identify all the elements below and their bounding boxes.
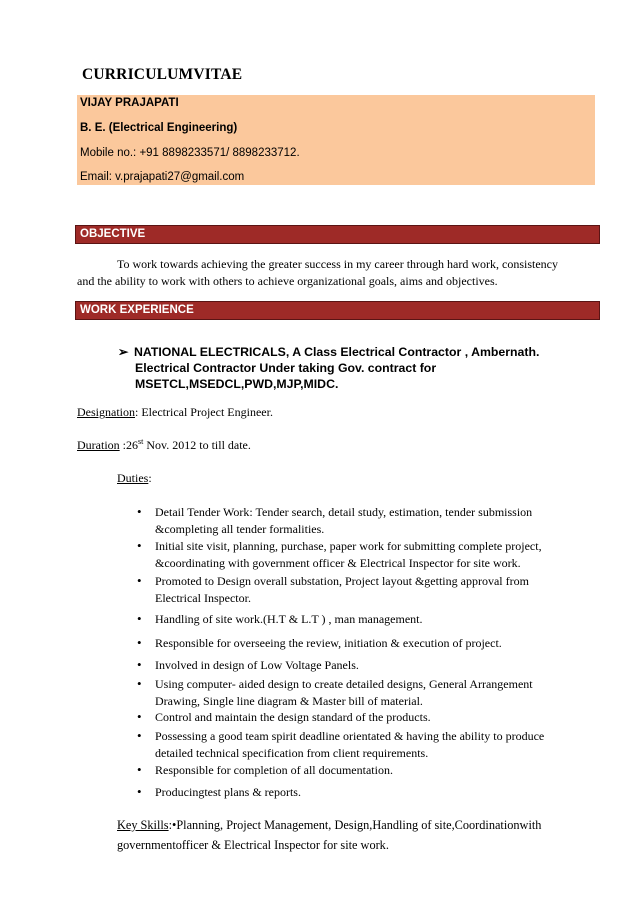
duration-ordinal: st — [138, 437, 144, 446]
contact-header-box — [77, 95, 595, 185]
bullet-icon: • — [137, 676, 142, 691]
company-entry — [118, 344, 539, 392]
duty-line: Possessing a good team spirit deadline orientated & having the ability to produce — [155, 729, 545, 743]
duty-line: Detail Tender Work: Tender search, detail study, estimation, tender submission — [155, 505, 533, 519]
arrow-bullet-icon: ➢ — [118, 345, 129, 359]
work-experience-heading-text: WORK EXPERIENCE — [80, 304, 194, 316]
duty-item — [137, 709, 577, 726]
duty-item — [137, 762, 577, 779]
duty-item — [137, 728, 577, 762]
bullet-icon: • — [137, 635, 142, 650]
duration-label: Duration — [77, 438, 120, 452]
bullet-icon: • — [137, 504, 142, 519]
company-line-2: Electrical Contractor Under taking Gov. contract for — [135, 361, 437, 375]
duty-item — [137, 635, 577, 652]
duty-item — [137, 676, 577, 710]
duty-item — [137, 784, 577, 801]
company-line-1: NATIONAL ELECTRICALS, A Class Electrical Contractor , Ambernath. — [134, 345, 540, 359]
duty-line: Drawing, Single line diagram & Master bill of material. — [155, 694, 423, 708]
key-skills-line-1 — [117, 817, 541, 834]
duty-line: Initial site visit, planning, purchase, paper work for submitting complete project, — [155, 539, 542, 553]
duty-item — [137, 538, 577, 572]
key-skills-bullet-icon: • — [172, 818, 177, 832]
duty-line: Promoted to Design overall substation, Project layout &getting approval from — [155, 574, 529, 588]
duty-item — [137, 573, 577, 607]
bullet-icon: • — [137, 762, 142, 777]
bullet-icon: • — [137, 573, 142, 588]
key-skills-colon: : — [168, 818, 173, 832]
duty-line: Involved in design of Low Voltage Panels. — [155, 658, 359, 672]
bullet-icon: • — [137, 728, 142, 743]
objective-heading-text: OBJECTIVE — [80, 228, 146, 240]
duty-line: Electrical Inspector. — [155, 591, 251, 605]
bullet-icon: • — [137, 784, 142, 799]
duty-line: &completing all tender formalities. — [155, 522, 325, 536]
duty-line: Responsible for overseeing the review, initiation & execution of project. — [155, 636, 502, 650]
degree: B. E. (Electrical Engineering) — [80, 122, 238, 134]
duration-row — [77, 433, 251, 454]
work-experience-section-heading — [75, 301, 600, 320]
bullet-icon: • — [137, 709, 142, 724]
mobile-number: Mobile no.: +91 8898233571/ 8898233712. — [80, 147, 300, 159]
bullet-icon: • — [137, 611, 142, 626]
duration-suffix: Nov. 2012 to till date. — [143, 438, 251, 452]
objective-line-2: and the ability to work with others to achieve organizational goals, aims and objectives. — [77, 274, 498, 288]
duty-line: Using computer- aided design to create detailed designs, General Arrangement — [155, 677, 533, 691]
key-skills-text-1: Planning, Project Management, Design,Handling of site,Coordinationwith — [176, 818, 542, 832]
designation-value: : Electrical Project Engineer. — [135, 405, 273, 419]
email-address: Email: v.prajapati27@gmail.com — [80, 171, 245, 183]
objective-line-1: To work towards achieving the greater success in my career through hard work, consistency — [117, 257, 559, 271]
duty-item — [137, 657, 577, 674]
key-skills-label: Key Skills — [117, 818, 169, 832]
duty-line: Producingtest plans & reports. — [155, 785, 301, 799]
document-title: CURRICULUMVITAE — [82, 66, 243, 83]
bullet-icon: • — [137, 538, 142, 553]
duty-item — [137, 611, 577, 628]
duty-line: &coordinating with government officer & Electrical Inspector for site work. — [155, 556, 521, 570]
company-line-3: MSETCL,MSEDCL,PWD,MJP,MIDC. — [135, 377, 339, 391]
candidate-name: VIJAY PRAJAPATI — [80, 97, 179, 109]
duty-line: Responsible for completion of all documentation. — [155, 763, 393, 777]
objective-section-heading — [75, 225, 600, 244]
duty-line: Handling of site work.(H.T & L.T ) , man management. — [155, 612, 423, 626]
designation-row — [77, 404, 273, 421]
duty-line: Control and maintain the design standard of the products. — [155, 710, 431, 724]
duration-prefix: :26 — [119, 438, 138, 452]
duty-line: detailed technical specification from client requirements. — [155, 746, 429, 760]
duty-item — [137, 504, 577, 538]
key-skills-line-2: governmentofficer & Electrical Inspector for site work. — [117, 838, 389, 852]
duties-label: Duties — [117, 471, 149, 485]
bullet-icon: • — [137, 657, 142, 672]
duties-colon: : — [148, 471, 152, 485]
duties-heading — [117, 470, 152, 487]
designation-label: Designation — [77, 405, 135, 419]
